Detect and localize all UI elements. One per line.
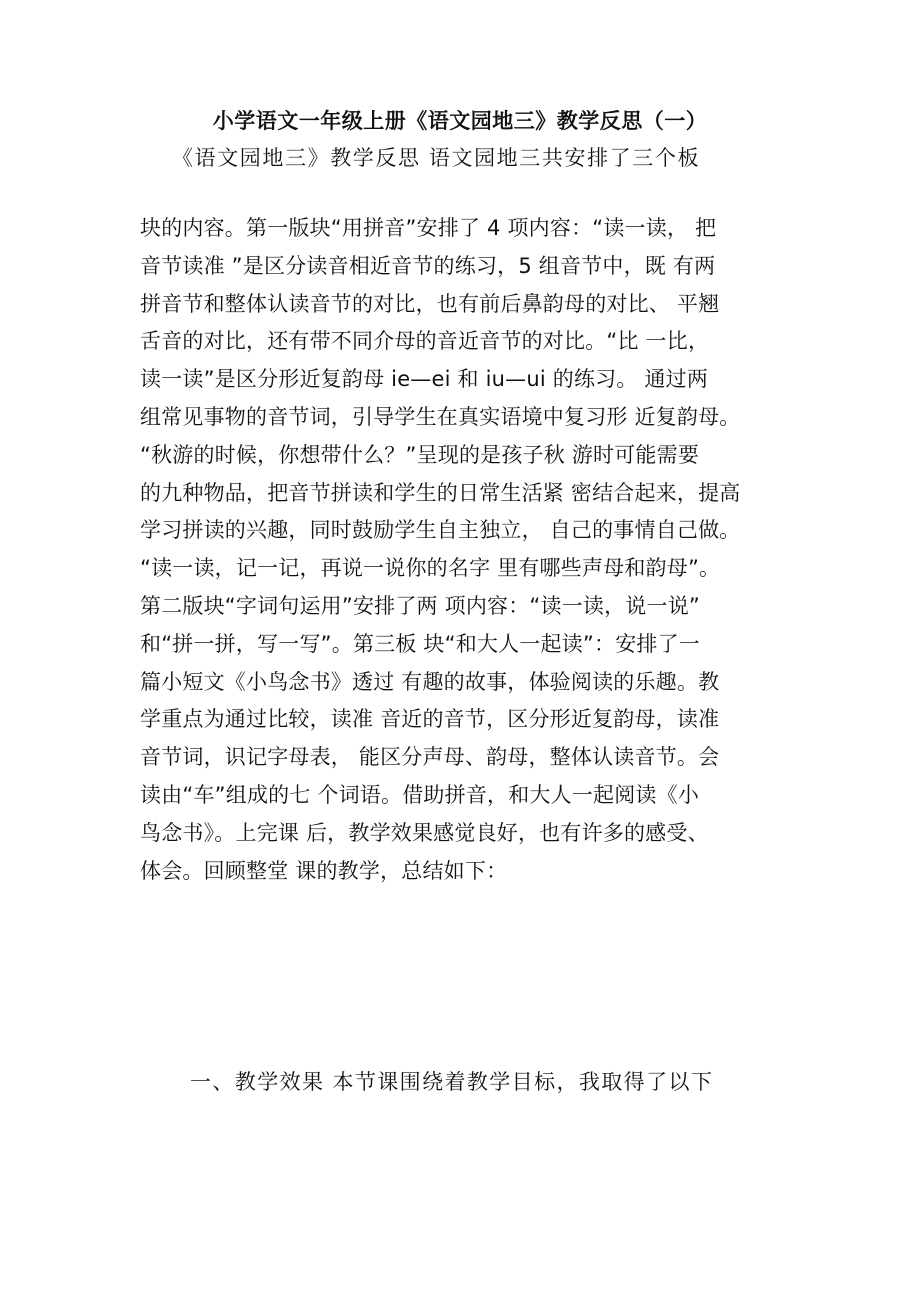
body-line: 学重点为通过比较，读准 音近的音节，区分形近复韵母，读准	[140, 707, 720, 732]
body-text	[140, 210, 820, 890]
document-subtitle: 《语文园地三》教学反思 语文园地三共安排了三个板	[172, 146, 701, 170]
body-line: 篇小短文《小鸟念书》透过 有趣的故事，体验阅读的乐趣。教	[140, 669, 720, 694]
body-line: 体会。回顾整堂 课的教学，总结如下：	[140, 858, 508, 883]
body-line: 和“拼一拼，写一写”。第三板 块“和大人一起读”：安排了一	[140, 631, 700, 656]
body-line: 块的内容。第一版块“用拼音”安排了 4 项内容：“读一读， 把	[140, 216, 717, 240]
body-line: “读一读，记一记，再说一说你的名字 里有哪些声母和韵母”。	[140, 556, 721, 581]
body-line: 组常见事物的音节词，引导学生在真实语境中复习形 近复韵母。	[140, 404, 741, 429]
document-title: 小学语文一年级上册《语文园地三》教学反思（一）	[212, 109, 708, 133]
body-line: 拼音节和整体认读音节的对比，也有前后鼻韵母的对比、 平翘	[140, 291, 720, 316]
body-line: 读由“车”组成的七 个词语。借助拼音，和大人一起阅读《小	[140, 782, 700, 807]
body-line: “秋游的时候，你想带什么？”呈现的是孩子秋 游时可能需要	[140, 442, 700, 467]
body-line: 音节词，识记字母表， 能区分声母、韵母，整体认读音节。会	[140, 745, 720, 770]
body-line: 读一读”是区分形近复韵母 ie—ei 和 iu—ui 的练习。 通过两	[140, 367, 709, 392]
body-line: 的九种物品，把音节拼读和学生的日常生活紧 密结合起来，提高	[140, 480, 741, 505]
section-heading-line: 一、教学效果 本节课围绕着教学目标，我取得了以下	[190, 1070, 714, 1094]
body-line: 鸟念书》。上完课 后，教学效果感觉良好，也有许多的感受、	[140, 820, 709, 845]
body-line: 舌音的对比，还有带不同介母的音近音节的对比。“比 一比，	[140, 329, 710, 354]
body-line: 音节读准 ”是区分读音相近音节的练习，5 组音节中，既 有两	[140, 253, 716, 278]
body-line: 学习拼读的兴趣，同时鼓励学生自主独立， 自己的事情自己做。	[140, 518, 741, 543]
body-line: 第二版块“字词句运用”安排了两 项内容：“读一读，说一说”	[140, 593, 700, 618]
